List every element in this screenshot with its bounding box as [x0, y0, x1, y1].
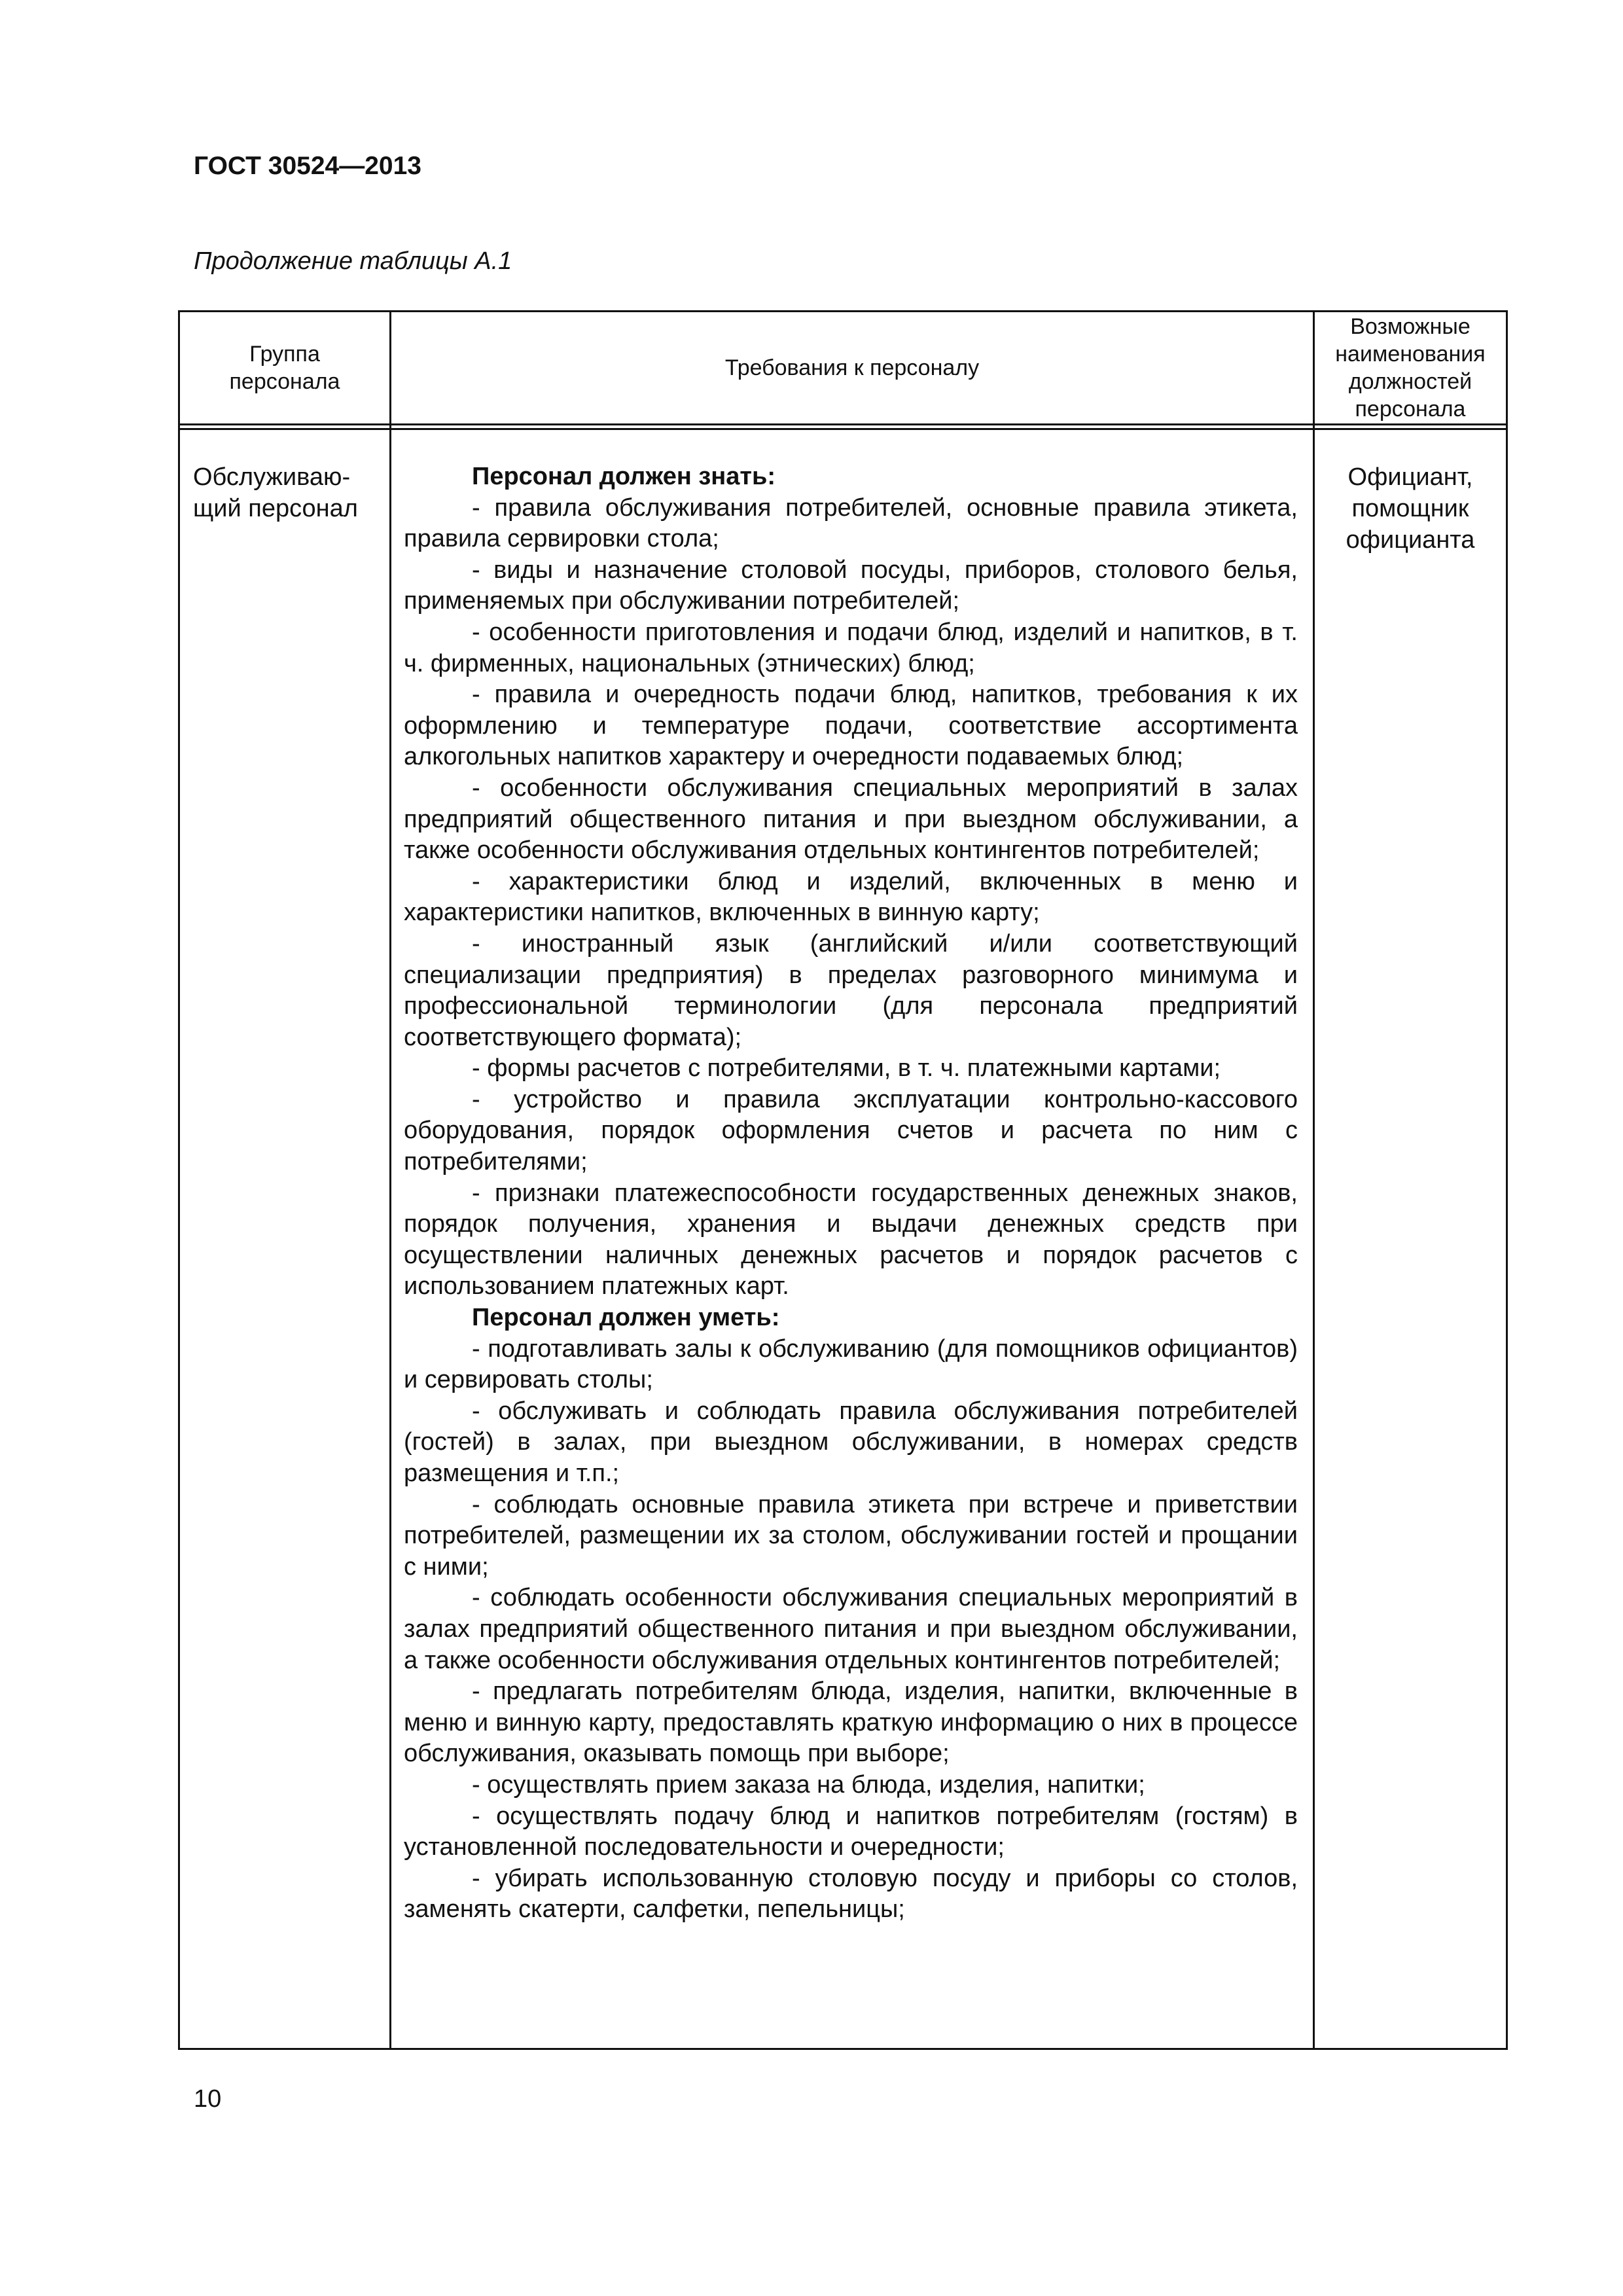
- list-item: - характеристики блюд и изделий, включенных в меню и характеристики напитков, включенных в винную карту;: [404, 867, 1298, 927]
- list-item: - правила и очередность подачи блюд, напитков, требования к их оформлению и температуре подачи, соответствие ассортимента алкогольных напитков характеру и очередности подаваемых блюд;: [404, 681, 1298, 771]
- list-item: - убирать использованную столовую посуду и приборы со столов, заменять скатерти, салфетки, пепельницы;: [404, 1864, 1298, 1924]
- list-item: - иностранный язык (английский и/или соответствующий специализации предприятия) в пределах разговорного минимума и профессиональной терминологии (для персонала предприятий соответствующего формата);: [404, 929, 1298, 1051]
- column-header-requirements: Требования к персоналу: [724, 355, 980, 380]
- list-item: - правила обслуживания потребителей, основные правила этикета, правила сервировки стола;: [404, 493, 1298, 553]
- list-item: - предлагать потребителям блюда, изделия, напитки, включенные в меню и винную карту, предоставлять краткую информацию о них в процессе обслуживания, оказывать помощь при выборе;: [404, 1677, 1298, 1768]
- column-header-group: Группа персонала: [229, 342, 340, 394]
- requirements-cell: [404, 461, 1298, 1926]
- list-item: - осуществлять подачу блюд и напитков потребителям (гостям) в установленной последовательности и очередности;: [404, 1802, 1298, 1861]
- column-divider: [1313, 312, 1315, 2048]
- list-item: - обслуживать и соблюдать правила обслуживания потребителей (гостей) в залах, при выездном обслуживании, в номерах средств размещения и т.п.;: [404, 1397, 1298, 1487]
- list-item: - признаки платежеспособности государственных денежных знаков, порядок получения, хранения и выдачи денежных средств при осуществлении наличных денежных расчетов и порядок расчетов с использованием платежных карт.: [404, 1179, 1298, 1300]
- table-caption: Продолжение таблицы А.1: [194, 247, 512, 275]
- list-item: - соблюдать особенности обслуживания специальных мероприятий в залах предприятий общественного питания и при выездном обслуживании, а также особенности обслуживания отдельных контингентов потребителей;: [404, 1584, 1298, 1674]
- list-item: - формы расчетов с потребителями, в т. ч. платежными картами;: [472, 1054, 1221, 1083]
- document-code: ГОСТ 30524—2013: [194, 152, 421, 180]
- list-item: - осуществлять прием заказа на блюда, изделия, напитки;: [472, 1770, 1145, 1799]
- column-header-positions: Возможные наименования должностей персонала: [1335, 314, 1486, 422]
- personnel-group-cell: Обслуживаю-щий персонал: [193, 463, 358, 522]
- list-item: - подготавливать залы к обслуживанию (для помощников официантов) и сервировать столы;: [404, 1335, 1298, 1394]
- header-divider: [180, 423, 1506, 425]
- column-divider: [389, 312, 391, 2048]
- header-divider: [180, 428, 1506, 430]
- can-heading: Персонал должен уметь:: [472, 1304, 780, 1332]
- page-number: 10: [194, 2085, 222, 2113]
- list-item: - особенности обслуживания специальных мероприятий в залах предприятий общественного питания и при выездном обслуживании, а также особенности обслуживания отдельных контингентов потребителей;: [404, 774, 1298, 865]
- know-heading: Персонал должен знать:: [472, 463, 776, 490]
- requirements-table: [178, 310, 1508, 2050]
- list-item: - виды и назначение столовой посуды, приборов, столового белья, применяемых при обслуживании потребителей;: [404, 556, 1298, 615]
- list-item: - особенности приготовления и подачи блюд, изделий и напитков, в т. ч. фирменных, национальных (этнических) блюд;: [404, 618, 1298, 677]
- list-item: - устройство и правила эксплуатации контрольно-кассового оборудования, порядок оформления счетов и расчета по ним с потребителями;: [404, 1085, 1298, 1176]
- positions-cell: Официант, помощник официанта: [1346, 463, 1475, 554]
- list-item: - соблюдать основные правила этикета при встрече и приветствии потребителей, размещении их за столом, обслуживании гостей и прощании с ними;: [404, 1490, 1298, 1581]
